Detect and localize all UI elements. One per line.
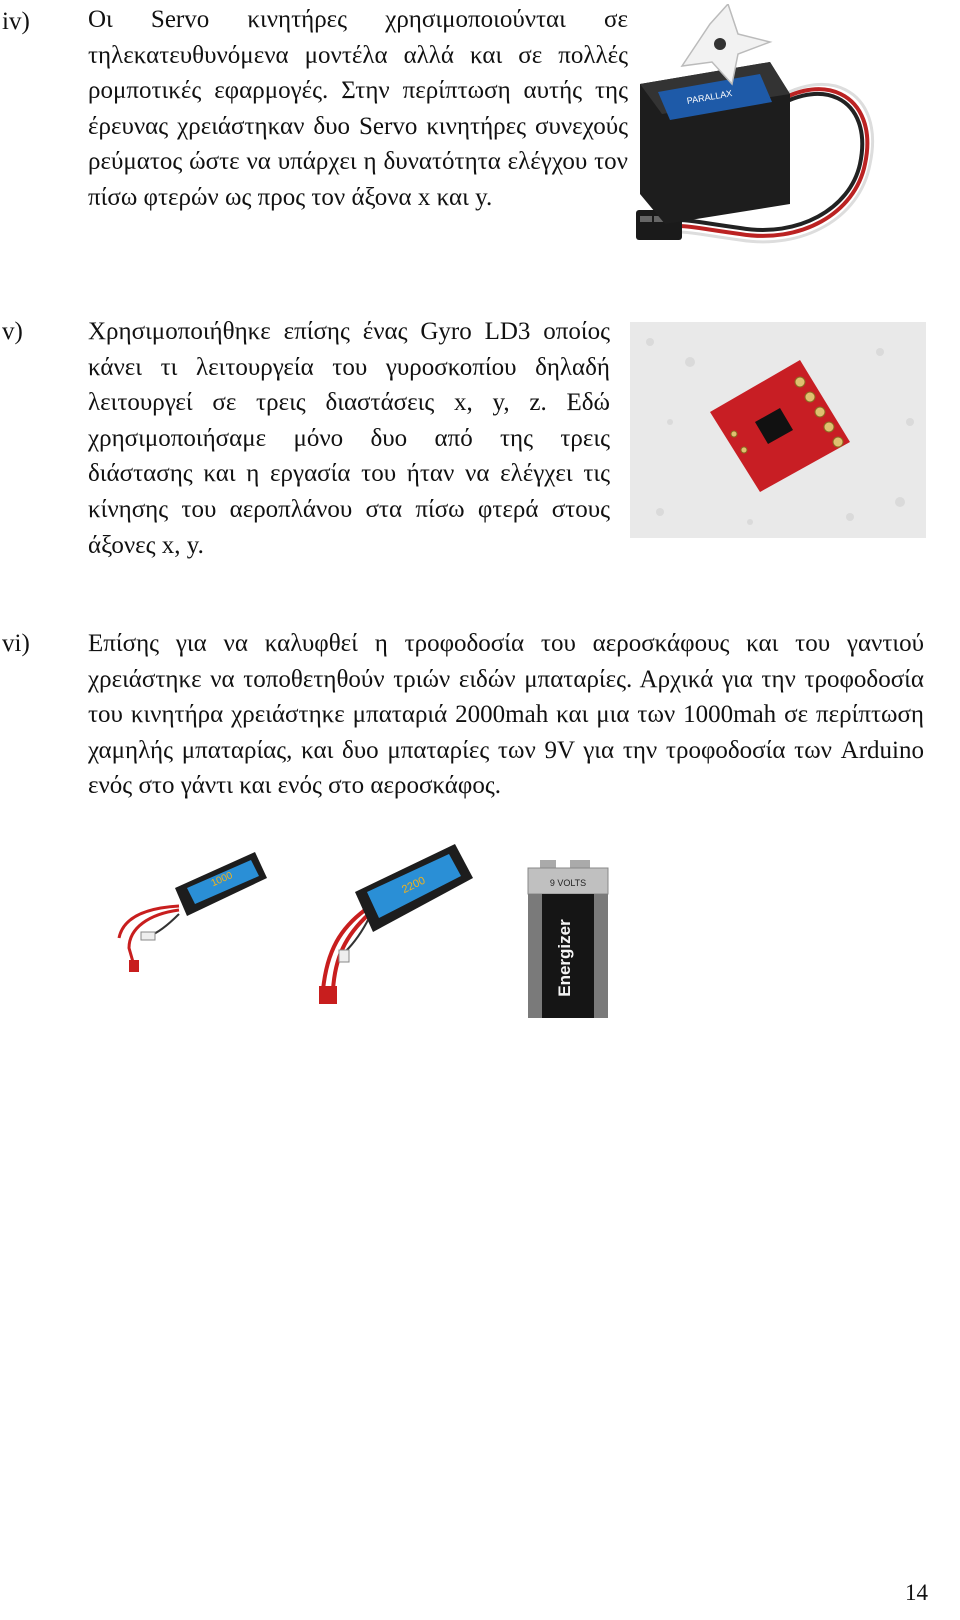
item-iv-text: Οι Servo κινητήρες χρησιμοποιούνται σε τηλεκατευθυνόμενα μοντέλα αλλά και σε πολλές ρομποτικές εφαρμογές. Στην περίπτωση αυτής της έρευνας χρειάστηκαν δυο Servo κινητήρες συνεχούς ρεύματος ώστε να υπάρχει η δυνατότητα ελέγχου τον πίσω φτερών ως προς τον άξονα x και y. xyxy=(88,6,628,211)
item-v-text: Χρησιμοποιήθηκε επίσης ένας Gyro LD3 οποίος κάνει τι λειτουργεία του γυροσκοπίου δηλαδή λειτουργεί σε τρεις διαστάσεις x, y, z. Εδώ χρησιμοποιήσαμε μόνο δυο από της τρεις διάστασης και η εργασία του ήταν να ελέγχει τις κίνησης του αεροπλάνου στα πίσω φτερά στους άξονες x, y. xyxy=(88,318,610,559)
lipo-battery-2200-image xyxy=(305,840,485,1010)
servo-label: PARALLAX xyxy=(686,88,733,106)
item-iv-marker: iv) xyxy=(2,8,30,35)
item-v-marker: v) xyxy=(2,318,23,345)
lipo-1000-label: 1000 xyxy=(209,870,235,890)
page-number: 14 xyxy=(905,1580,928,1605)
battery-9v-brand: Energizer xyxy=(555,919,574,997)
servo-motor-image xyxy=(620,4,890,249)
item-vi-text: Επίσης για να καλυφθεί η τροφοδοσία του αεροσκάφους και του γαντιού χρειάστηκε να τοποθετηθούν τριών ειδών μπαταρίες. Αρχικά για την τροφοδοσία του κινητήρα χρειάστηκε μπαταριά 2000mah και μια των 1000mah σε περίπτωση χαμηλής μπαταρίας, και δυο μπαταρίες των 9V για την τροφοδοσία των Arduino ενός στο γάντι και ενός στο αεροσκάφος. xyxy=(88,630,924,800)
gyro-board-image xyxy=(630,322,926,538)
battery-9v-volts: 9 VOLTS xyxy=(549,878,587,888)
lipo-battery-1000-image xyxy=(115,848,275,978)
lipo-2200-label: 2200 xyxy=(400,874,428,897)
item-vi-marker: vi) xyxy=(2,630,30,657)
battery-9v-image xyxy=(526,858,610,1020)
